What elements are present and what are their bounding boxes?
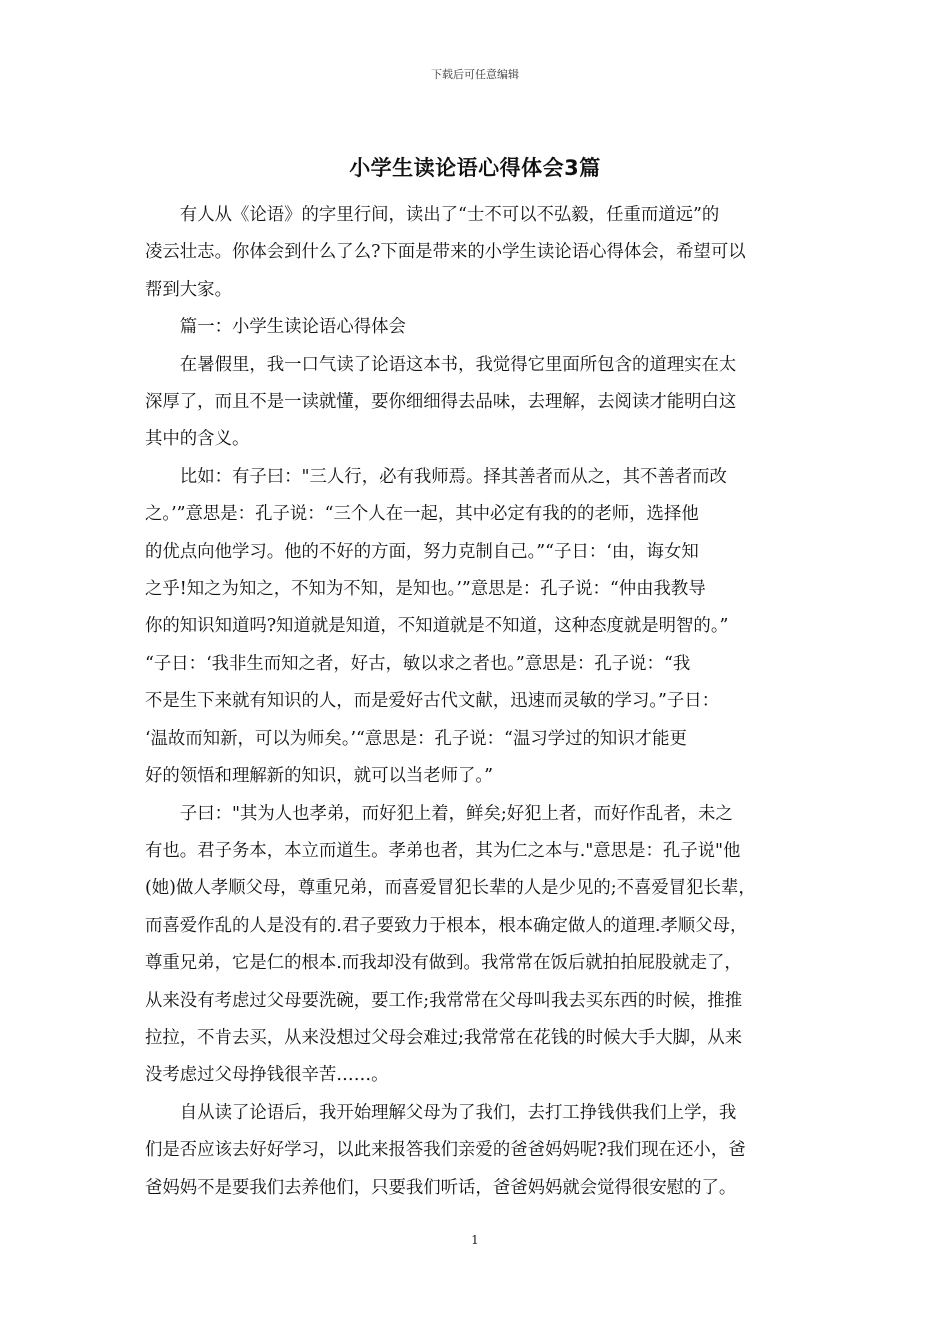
document-title: 小学生读论语心得体会3篇: [349, 156, 601, 180]
page-number: 1: [471, 1233, 479, 1247]
intro-paragraph: 有人从《论语》的字里行间，读出了“士不可以不弘毅，任重而道远”的 凌云壮志。你体会到什么了么?下面是带来的小学生读论语心得体会，希望可以 帮到大家。: [145, 205, 746, 300]
section-heading: 篇一：小学生读论语心得体会: [179, 317, 406, 338]
body-paragraph: 比如：有子曰："三人行，必有我师焉。择其善者而从之，其不善者而改 之。’”意思是：孔子说：“三个人在一起，其中必定有我的的老师，选择他 的优点向他学习。他的不好的方面，努力克制自己。”“子日：‘由，诲女知 之乎!知之为知之，不知为不知，是知也。’”意思是：孔子说：“仲由我教导 你的知识知道吗?知道就是知道，不知道就是不知道，这种态度就是明智的。” “子日：‘我非生而知之者，好古，敏以求之者也。”意思是：孔子说：“我 不是生下来就有知识的人，而是爱好古代文献，迅速而灵敏的学习。”子日： ‘温故而知新，可以为师矣。’“意思是：孔子说：“温习学过的知识才能更 好的领悟和理解新的知识，就可以当老师了。”: [145, 466, 729, 787]
document-body: [145, 197, 809, 1207]
body-paragraph: 子曰："其为人也孝弟，而好犯上着，鲜矣;好犯上者，而好作乱者，未之 有也。君子务本，本立而道生。孝弟也者，其为仁之本与."意思是：孔子说"他 (她)做人孝顺父母，尊重兄弟，而喜爱冒犯长辈的人是少见的;不喜爱冒犯长辈， 而喜爱作乱的人是没有的.君子要致力于根本，根本确定做人的道理.孝顺父母， 尊重兄弟，它是仁的根本.而我却没有做到。我常常在饭后就拍拍屁股就走了， 从来没有考虑过父母要洗碗，要工作;我常常在父母叫我去买东西的时候，推推 拉拉，不肯去买，从来没想过父母会难过;我常常在花钱的时候大手大脚，从来 没考虑过父母挣钱很辛苦……。: [145, 803, 756, 1086]
body-paragraph: 自从读了论语后，我开始理解父母为了我们，去打工挣钱供我们上学，我 们是否应该去好好学习，以此来报答我们亲爱的爸爸妈妈呢?我们现在还小，爸 爸妈妈不是要我们去养他们，只要我们听话，爸爸妈妈就会觉得很安慰的了。: [145, 1102, 746, 1198]
body-paragraph: 在暑假里，我一口气读了论语这本书，我觉得它里面所包含的道理实在太 深厚了，而且不是一读就懂，要你细细得去品味，去理解，去阅读才能明白这 其中的含义。: [145, 354, 737, 450]
page-header: 下载后可任意编辑: [431, 68, 519, 81]
